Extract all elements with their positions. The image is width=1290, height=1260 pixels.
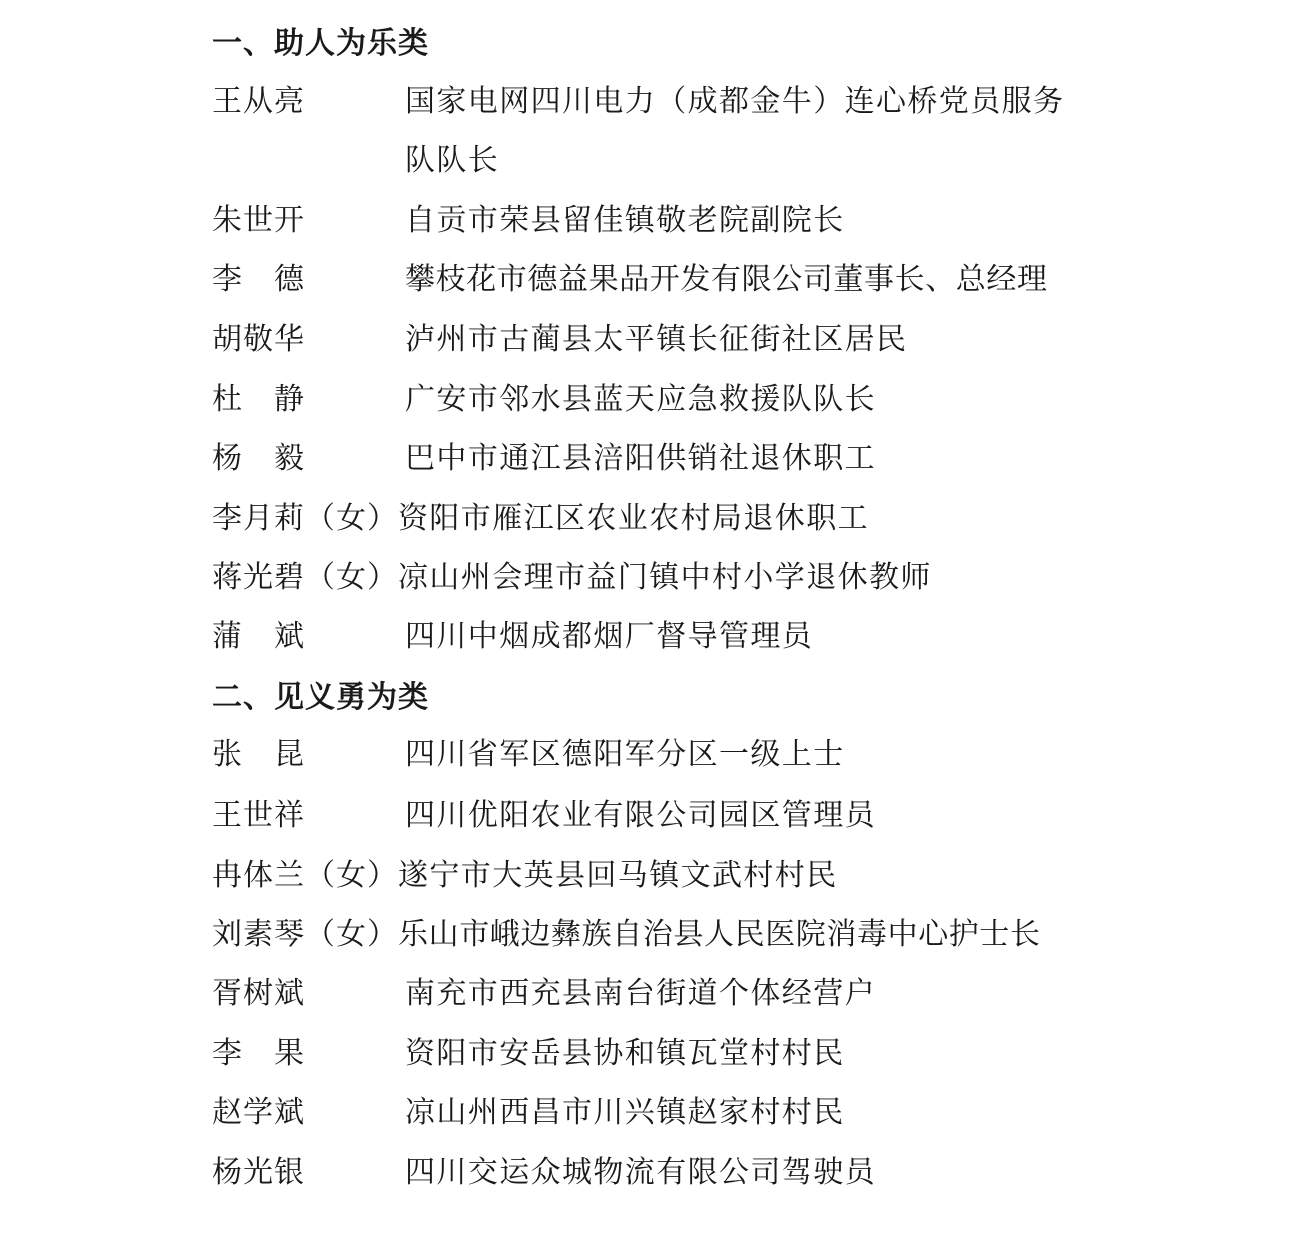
entry-unit: 资阳市安岳县协和镇瓦堂村村民	[405, 1036, 845, 1071]
entry-unit: 资阳市雁江区农业农村局退休职工	[398, 501, 869, 536]
entry-unit: 泸州市古蔺县太平镇长征街社区居民	[405, 322, 908, 357]
entry-unit: 凉山州西昌市川兴镇赵家村村民	[405, 1095, 845, 1130]
entry-name: 朱世开	[212, 203, 305, 238]
entry-unit: 巴中市通江县涪阳供销社退休职工	[405, 441, 876, 476]
entry-name: 李月莉（女）	[212, 501, 398, 536]
entry-name: 胥树斌	[212, 976, 305, 1011]
entry-name: 张 昆	[212, 737, 305, 772]
entry-name: 王世祥	[212, 798, 305, 833]
entry-name: 赵学斌	[212, 1095, 305, 1130]
entry-name: 冉体兰（女）	[212, 858, 398, 893]
entry-name: 王从亮	[212, 84, 305, 119]
entry-name: 蒋光碧（女）	[212, 560, 398, 595]
entry-unit-continued: 队队长	[405, 143, 500, 178]
entry-unit: 四川优阳农业有限公司园区管理员	[405, 798, 876, 833]
entry-unit: 四川省军区德阳军分区一级上士	[405, 737, 845, 772]
entry-unit: 遂宁市大英县回马镇文武村村民	[398, 858, 838, 893]
entry-unit: 攀枝花市德益果品开发有限公司董事长、总经理	[405, 262, 1048, 297]
entry-unit: 凉山州会理市益门镇中村小学退休教师	[398, 560, 932, 595]
entry-name: 杨光银	[212, 1155, 305, 1190]
entry-name: 李 果	[212, 1036, 305, 1071]
entry-unit: 四川交运众城物流有限公司驾驶员	[405, 1155, 876, 1190]
section-title: 二、见义勇为类	[212, 680, 429, 715]
entry-name: 李 德	[212, 262, 305, 297]
entry-name: 蒲 斌	[212, 619, 305, 654]
entry-unit: 南充市西充县南台街道个体经营户	[405, 976, 876, 1011]
section-title: 一、助人为乐类	[212, 26, 429, 61]
entry-unit: 乐山市峨边彝族自治县人民医院消毒中心护士长	[398, 917, 1041, 952]
entry-name: 刘素琴（女）	[212, 917, 398, 952]
entry-unit: 自贡市荣县留佳镇敬老院副院长	[405, 203, 845, 238]
entry-unit: 广安市邻水县蓝天应急救援队队长	[405, 382, 876, 417]
entry-unit: 国家电网四川电力（成都金牛）连心桥党员服务	[405, 84, 1065, 119]
entry-name: 杨 毅	[212, 441, 305, 476]
entry-name: 杜 静	[212, 382, 305, 417]
entry-unit: 四川中烟成都烟厂督导管理员	[405, 619, 814, 654]
entry-name: 胡敬华	[212, 322, 305, 357]
